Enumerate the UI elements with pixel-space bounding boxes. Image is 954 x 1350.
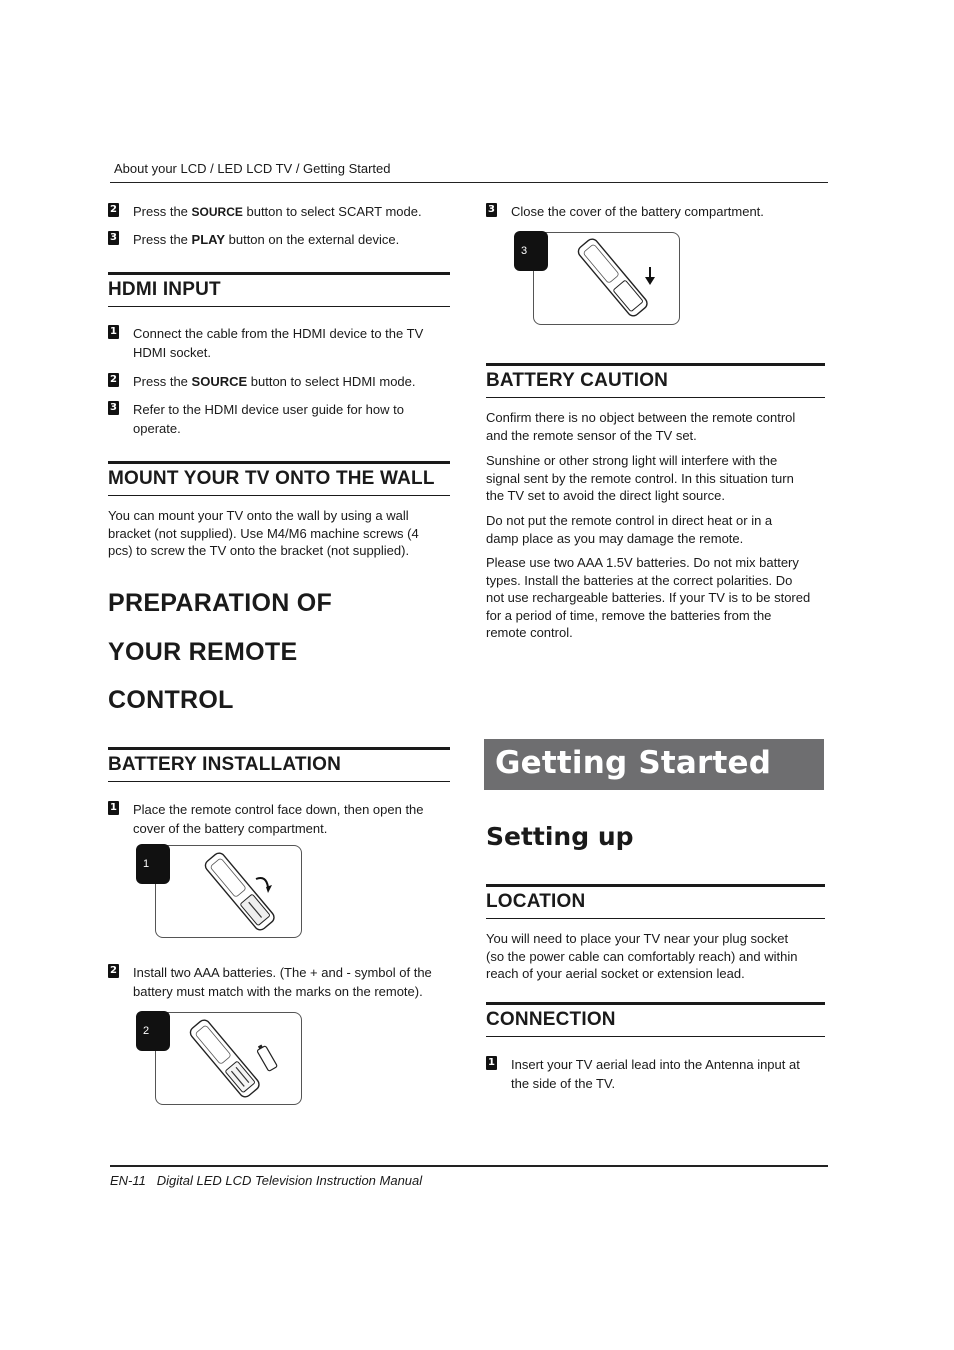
close-cover-step: 3 Close the cover of the battery compartment. (486, 202, 826, 222)
battery-caution-heading (486, 363, 825, 399)
scart-step-2: 2 Press the SOURCE button to select SCART mode. (108, 202, 448, 222)
hdmi-step-2: 2 Press the SOURCE button to select HDMI mode. (108, 372, 450, 392)
section-title: BATTERY INSTALLATION (108, 754, 342, 775)
figure-open-cover (143, 845, 302, 938)
figure-insert-batteries (143, 1012, 302, 1105)
caution-paragraph-4: Please use two AAA 1.5V batteries. Do not mix battery types. Install the batteries at the correct polarities. Do not use rechargeable batteries. If your TV is to be stored for a period of time, remove the batteries from the remote control. (486, 555, 811, 641)
caution-paragraph-3: Do not put the remote control in direct heat or in a damp place as you may damage the remote. (486, 513, 773, 546)
figure-close-cover (521, 232, 680, 325)
step-number-badge: 1 (108, 325, 119, 339)
connection-step-1: 1 Insert your TV aerial lead into the Antenna input at the side of the TV. (486, 1055, 828, 1095)
setting-up-title: Setting up (486, 822, 634, 851)
step-number-badge: 3 (108, 231, 119, 245)
remote-open-cover-illustration (196, 851, 286, 935)
caution-paragraph-2: Sunshine or other strong light will interfere with the signal sent by the remote control. In this situation turn the TV set to avoid the direct light source. (486, 453, 794, 504)
page-number: EN-11 (110, 1173, 146, 1188)
prep-title-line-1: PREPARATION OF (108, 589, 333, 617)
hdmi-step-1: 1 Connect the cable from the HDMI device to the TV HDMI socket. (108, 324, 450, 364)
figure-label-badge: 3 (514, 231, 548, 271)
step-number-badge: 2 (108, 203, 119, 217)
caution-paragraph-1: Confirm there is no object between the remote control and the remote sensor of the TV set. (486, 410, 796, 443)
prep-title-line-2: YOUR REMOTE (108, 638, 298, 666)
step-number-badge: 2 (108, 373, 119, 387)
running-header: About your LCD / LED LCD TV / Getting Started (114, 161, 391, 176)
section-title: BATTERY CAUTION (486, 370, 669, 391)
chapter-banner (484, 739, 824, 790)
location-paragraph: You will need to place your TV near your plug socket (so the power cable can comfortably reach) and within reach of your aerial socket or extension lead. (486, 931, 798, 982)
scart-step-3: 3 Press the PLAY button on the external device. (108, 230, 448, 250)
section-title: CONNECTION (486, 1009, 616, 1030)
footer-rule (110, 1165, 828, 1167)
header-rule (110, 182, 828, 183)
battery-step-1: 1 Place the remote control face down, then open the cover of the battery compartment. (108, 800, 450, 840)
section-title: HDMI INPUT (108, 279, 221, 300)
step-number-badge: 2 (108, 964, 119, 978)
manual-title: Digital LED LCD Television Instruction Manual (156, 1173, 423, 1188)
battery-step-2: 2 Install two AAA batteries. (The + and - symbol of the battery must match with the marks on the remote). (108, 963, 453, 1003)
prep-title-line-3: CONTROL (108, 686, 234, 714)
step-number-badge: 3 (486, 203, 497, 217)
mount-paragraph: You can mount your TV onto the wall by using a wall bracket (not supplied). Use M4/M6 machine screws (4 pcs) to screw the TV onto the bracket (not supplied). (108, 508, 419, 559)
remote-batteries-illustration (186, 1018, 286, 1102)
page-footer (110, 1173, 422, 1188)
figure-label-badge: 1 (136, 844, 170, 884)
battery-installation-heading (108, 747, 450, 783)
figure-label-badge: 2 (136, 1011, 170, 1051)
section-title: MOUNT YOUR TV ONTO THE WALL (108, 468, 435, 489)
step-number-badge: 1 (108, 801, 119, 815)
hdmi-input-heading (108, 272, 450, 308)
section-title: LOCATION (486, 891, 586, 912)
remote-close-cover-illustration (574, 237, 664, 321)
location-heading (486, 884, 825, 920)
step-number-badge: 1 (486, 1056, 497, 1070)
connection-heading (486, 1002, 825, 1038)
step-number-badge: 3 (108, 401, 119, 415)
hdmi-step-3: 3 Refer to the HDMI device user guide for how to operate. (108, 400, 450, 440)
chapter-title: Getting Started (495, 745, 772, 781)
mount-heading (108, 461, 450, 497)
